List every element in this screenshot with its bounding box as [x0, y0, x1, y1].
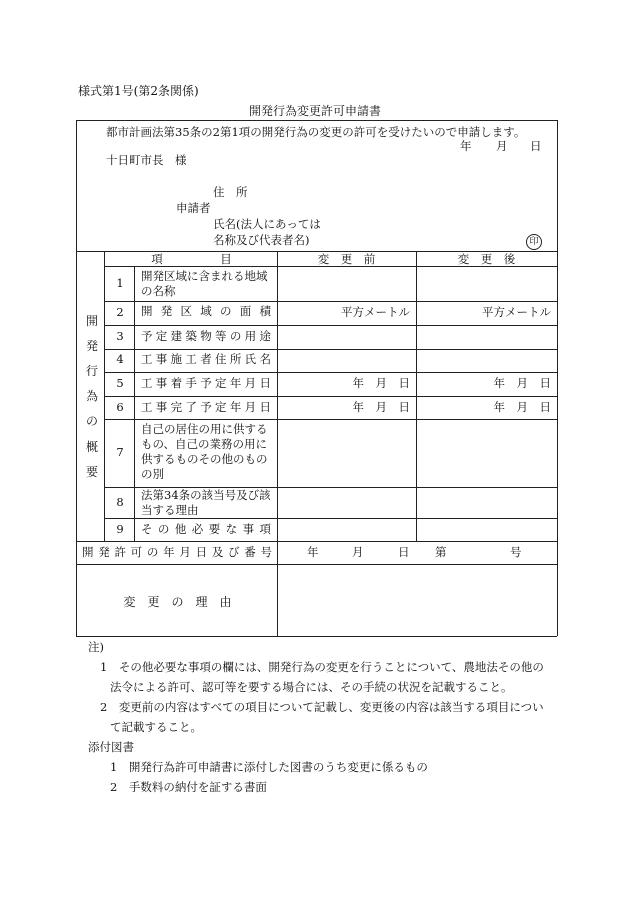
end-date-before: 年 月 日 [352, 400, 410, 414]
attached-item-1: 1 開発行為許可申請書に添付した図書のうち変更に係るもの [110, 760, 428, 774]
column-header-item: 項 目 [151, 252, 232, 266]
permit-label: 開発許可の年月日及び番号 [82, 545, 272, 559]
date-day: 日 [530, 139, 542, 153]
start-date-before: 年 月 日 [352, 376, 410, 390]
change-reason-label: 変 更 の 理 由 [123, 595, 232, 609]
end-date-after: 年 月 日 [493, 400, 551, 414]
column-header-before: 変 更 前 [317, 252, 376, 266]
document-title: 開発行為変更許可申請書 [248, 104, 381, 118]
note-2-line-2: て記載すること。 [110, 720, 202, 734]
attached-item-2: 2 手数料の納付を証する書面 [110, 780, 267, 794]
seal-mark: 印 [526, 234, 542, 250]
notes [88, 637, 558, 797]
name-label-line1: 氏名(法人にあっては [213, 217, 321, 231]
note-1-line-1: 1 その他必要な事項の欄には、開発行為の変更を行うことについて、農地法その他の [100, 660, 544, 674]
form-number: 様式第1号(第2条関係) [78, 84, 199, 98]
note-1-line-2: 法令による許可、認可等を要する場合には、その手続の状況を記載すること。 [110, 680, 513, 694]
date-year: 年 [460, 139, 472, 153]
application-statement: 都市計画法第35条の2第1項の開発行為の変更の許可を受けたいので申請します。 [106, 125, 526, 139]
area-after-unit: 平方メートル [482, 305, 551, 319]
notes-heading: 注) [88, 640, 104, 654]
area-before-unit: 平方メートル [341, 305, 410, 319]
date-month: 月 [496, 139, 508, 153]
column-header-after: 変 更 後 [457, 252, 516, 266]
addressee: 十日町市長 様 [106, 153, 187, 167]
note-2-line-1: 2 変更前の内容はすべての項目について記載し、変更後の内容は該当する項目につい [100, 700, 544, 714]
name-label-line2: 名称及び代表者名) [213, 233, 310, 247]
address-label: 住 所 [213, 185, 248, 199]
attached-documents-heading: 添付図書 [88, 740, 134, 754]
start-date-after: 年 月 日 [493, 376, 551, 390]
applicant-label: 申請者 [176, 201, 211, 215]
